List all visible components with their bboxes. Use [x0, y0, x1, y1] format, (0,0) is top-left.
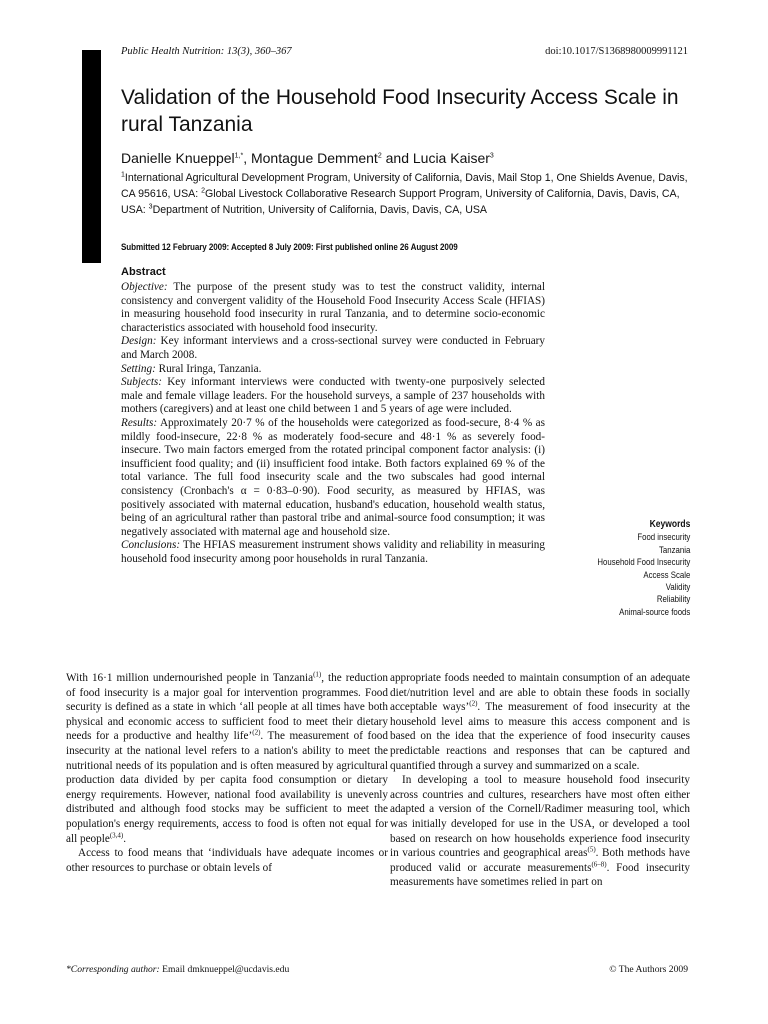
abstract-text: Key informant interviews were conducted with twenty-one purposively selected male and female village leaders. For the household surveys, a sample of 237 households with mothers (caregivers) and at least one child between 1 and 5 years of age were included.	[121, 376, 545, 416]
keyword-item: Access Scale	[643, 569, 690, 580]
citation-ref[interactable]: (2)	[252, 728, 261, 737]
author-affiliation-marker: 1,*	[234, 152, 244, 160]
body-text: . The measurement of food insecurity at the household level aims to measure this access component and is based on the idea that the experience of food insecurity causes predictable reactions and responses that can be captured and quantified through a survey and summarized on a scale.	[390, 701, 691, 772]
abstract-heading: Abstract	[121, 266, 166, 278]
affiliations	[121, 170, 701, 218]
abstract-text: Approximately 20·7 % of the households were categorized as food-secure, 8·4 % as mildly food-insecure, 22·8 % as moderately food-secure and 48·1 % as severely food-insecure. Two main factors emerged from the rotated principal component factor analysis: (i) insufficient food quality; and (ii) insufficient food intake. Both factors explained 69 % of the total variance. The full food insecurity scale and the two subscales had good internal consistency (Cronbach's α = 0·83–0·90). Food security, as measured by HFIAS, was positively associated with maternal education, husband's education, household wealth status, being of an agricultural rather than pastoral tribe and animal-source food consumption; it was negatively associated with maternal age and household size.	[121, 416, 545, 538]
abstract-label: Conclusions:	[121, 539, 181, 552]
abstract-design	[121, 335, 545, 362]
body-text: appropriate foods needed to maintain consumption of an adequate diet/nutrition level and are able to obtain these foods in socially acceptable ways’	[390, 672, 690, 714]
author-name: Montague Demment	[250, 150, 378, 166]
abstract-text: The purpose of the present study was to test the construct validity, internal consistency and convergent validity of the Household Food Insecurity Access Scale (HFIAS) in measuring household food insecurity in rural Tanzania, and to determine socio-economic characteristics associated with household food insecurity.	[121, 281, 545, 334]
author-affiliation-marker: 2	[377, 152, 382, 160]
body-text: . Food insecurity measurements have sometimes relied in part on	[390, 861, 690, 889]
body-text: With 16·1 million undernourished people in Tanzania	[66, 672, 314, 684]
abstract-objective	[121, 281, 545, 335]
abstract-body	[121, 281, 545, 566]
body-paragraph	[390, 671, 690, 773]
keyword-item: Food insecurity	[637, 532, 690, 543]
keyword-item: Tanzania	[658, 544, 690, 555]
body-text: In developing a tool to measure household food insecurity across countries and cultures, researchers have most often either adapted a version of the Cornell/Radimer measuring tool, which was initially developed for use in the USA, or developed a tool based on research on how households experience food insecurity in various countries and geographical areas	[390, 774, 690, 860]
affiliation-text: Department of Nutrition, University of California, Davis, Davis, CA, USA	[152, 204, 487, 216]
keyword-item: Household Food Insecurity	[597, 557, 690, 568]
corresponding-email[interactable]: Email dmknueppel@ucdavis.edu	[159, 964, 290, 975]
body-text: , the reduction of food insecurity is a major goal for intervention programmes. Food security is defined as a state in which ‘all people at all times have both physical and economic access to sufficient food to meet their dietary needs for a productive and healthy life’	[66, 672, 389, 743]
affiliation-marker: 2	[201, 187, 205, 195]
black-margin-bar	[82, 50, 101, 263]
abstract-label: Subjects:	[121, 376, 163, 389]
author-affiliation-marker: 3	[489, 152, 494, 160]
keywords-box	[597, 519, 690, 618]
abstract-label: Design:	[121, 335, 157, 348]
citation-ref[interactable]: (6–8)	[591, 859, 607, 868]
body-text: . The measurement of food insecurity at the national level refers to a nation's ability to meet the nutritional needs of its population and is often measured by agricultural production data divided by per capita food consumption or dietary energy requirements. However, national food availability is unevenly distributed and although food stocks may be sufficient to meet the population's energy requirements, access to food is often not equal for all people	[66, 730, 388, 845]
body-paragraph	[66, 671, 388, 846]
abstract-label: Results:	[121, 416, 158, 429]
keywords-heading: Keywords	[649, 519, 690, 530]
journal-citation: Public Health Nutrition: 13(3), 360–367	[121, 46, 292, 57]
abstract-subjects	[121, 376, 545, 417]
citation-ref[interactable]: (3,4)	[109, 830, 124, 839]
keyword-item: Reliability	[656, 594, 690, 605]
author-separator: and	[381, 150, 413, 166]
body-paragraph: Access to food means that ‘individuals have adequate incomes or other resources to purchase or obtain levels of	[66, 847, 388, 874]
keyword-item: Validity	[665, 582, 690, 593]
citation-ref[interactable]: (1)	[313, 670, 322, 679]
abstract-text: Key informant interviews and a cross-sectional survey were conducted in February and March 2008.	[121, 335, 545, 361]
corresponding-label: *Corresponding author:	[66, 964, 160, 975]
affiliation-text: Global Livestock Collaborative Research Support Program, University of California, Davis, Davis, CA, USA:	[121, 188, 680, 216]
author-separator: ,	[243, 150, 251, 166]
doi[interactable]: doi:10.1017/S1368980009991121	[545, 46, 688, 57]
copyright-notice: © The Authors 2009	[609, 964, 688, 975]
article-title: Validation of the Household Food Insecurity Access Scale in rural Tanzania	[121, 86, 679, 136]
abstract-conclusions	[121, 539, 545, 566]
keyword-item: Animal-source foods	[618, 606, 690, 617]
abstract-text: The HFIAS measurement instrument shows validity and reliability in measuring household food insecurity among poor households in rural Tanzania.	[121, 539, 545, 565]
citation-ref[interactable]: (5)	[587, 845, 596, 854]
abstract-setting	[121, 363, 545, 377]
body-text: .	[123, 832, 127, 845]
body-column-right	[390, 671, 690, 890]
abstract-text: Rural Iringa, Tanzania.	[155, 362, 262, 375]
author-list	[121, 150, 494, 166]
author-name: Danielle Knueppel	[121, 150, 235, 166]
affiliation-marker: 3	[148, 203, 153, 211]
citation-ref[interactable]: (2)	[469, 699, 478, 708]
submission-dates: Submitted 12 February 2009: Accepted 8 July 2009: First published online 26 August 2009	[121, 242, 458, 253]
abstract-results	[121, 417, 545, 539]
body-text: . Both methods have produced valid or accurate measurements	[390, 847, 690, 874]
affiliation-text: International Agricultural Development Program, University of California, Davis, Mail Stop 1, One Shields Avenue, Davis, CA 95616, USA:	[121, 172, 688, 200]
corresponding-author	[66, 964, 289, 975]
author-name: Lucia Kaiser	[412, 150, 490, 166]
abstract-label: Objective:	[121, 281, 168, 293]
abstract-label: Setting:	[121, 362, 156, 375]
body-column-left	[66, 671, 388, 875]
body-paragraph	[390, 773, 690, 890]
affiliation-marker: 1	[121, 171, 125, 179]
